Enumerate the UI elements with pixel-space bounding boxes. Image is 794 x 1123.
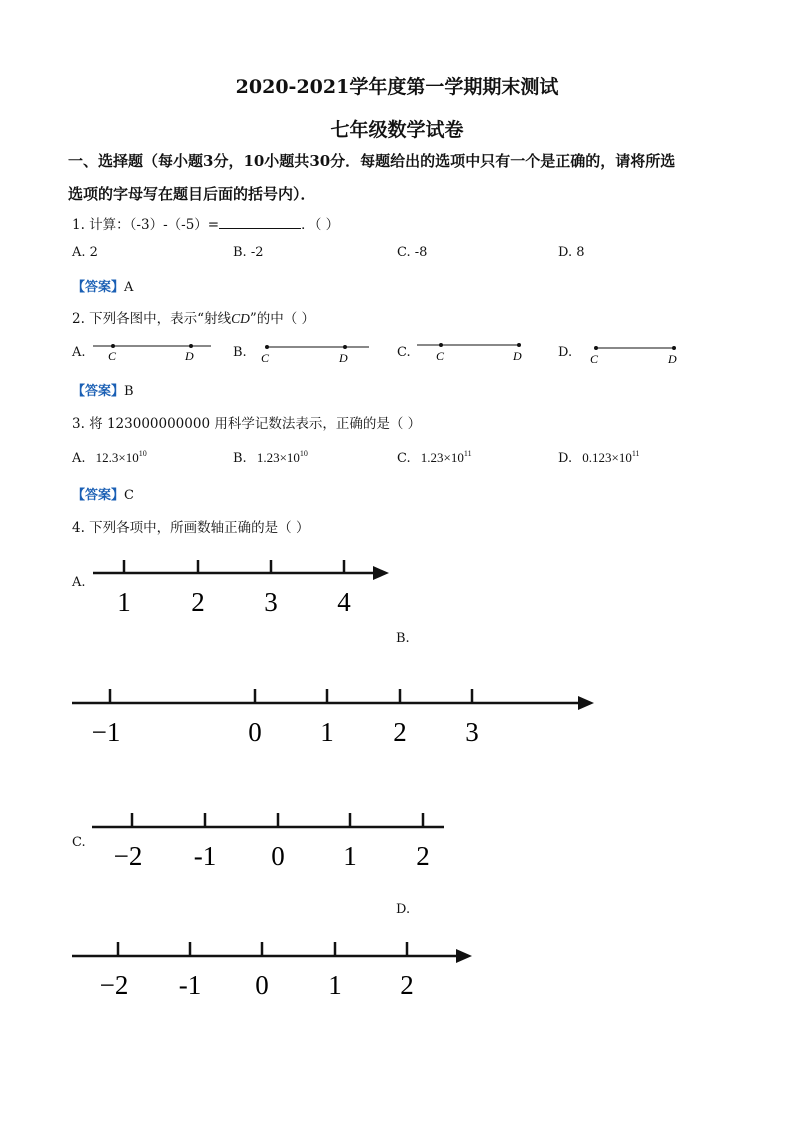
q1-option-d: D. 8 (558, 245, 585, 260)
axis-b-label-neg1: −1 (91, 717, 121, 747)
axis-d-label-neg2: −2 (99, 970, 129, 1000)
axis-b-label-3: 3 (465, 717, 479, 747)
exam-title: 2020-2021学年度第一学期期末测试 (235, 76, 559, 98)
axis-c-label-2: 2 (416, 841, 430, 871)
q2-b-point-c: C (261, 351, 270, 365)
axis-b-label-0: 0 (248, 717, 262, 747)
axis-b-label-1: 1 (320, 717, 334, 747)
question-2-var: CD (231, 311, 250, 326)
q4-number-lines (0, 540, 794, 1020)
axis-c-label-neg1: -1 (193, 841, 217, 871)
q2-figure-a (93, 344, 211, 363)
question-2-stem-end: ”的中（ ） (249, 311, 316, 327)
q1-option-b: B. -2 (233, 245, 264, 260)
axis-a (93, 560, 389, 617)
q2-letter-a: A. (72, 345, 86, 360)
q4-letter-a: A. (72, 575, 86, 590)
axis-d-label-0: 0 (255, 970, 269, 1000)
q2-letter-c: C. (397, 345, 411, 360)
q2-a-point-d: D (185, 349, 194, 363)
q3-letter-b: B. (233, 451, 247, 466)
question-1-stem: 1. 计算：（-3）-（-5）= (72, 217, 220, 233)
answer-3-label: 【答案】 (72, 488, 125, 503)
q4-letter-b: B. (396, 631, 410, 646)
axis-a-label-2: 2 (191, 587, 205, 617)
axis-b-label-2: 2 (393, 717, 407, 747)
q1-option-c: C. -8 (397, 245, 428, 260)
q3-exponent-b: 10 (299, 449, 308, 458)
q3-option-d (558, 449, 640, 466)
exam-subtitle: 七年级数学试卷 (330, 119, 464, 141)
q2-figure-b (261, 345, 369, 365)
axis-b (72, 689, 594, 747)
q2-figures (0, 0, 794, 380)
answer-2-label: 【答案】 (72, 384, 125, 399)
answer-2-value: B (124, 384, 134, 399)
answer-3 (72, 484, 134, 503)
q3-value-d (582, 450, 639, 465)
answer-2 (72, 380, 134, 399)
q3-exponent-a: 10 (138, 449, 147, 458)
q3-letter-d: D. (558, 451, 573, 466)
question-1-stem-end: ．（ ） (301, 217, 340, 233)
axis-d (72, 942, 472, 1000)
section-heading-line2: 选项的字母写在题目后面的括号内）． (68, 185, 316, 203)
axis-c (92, 813, 444, 871)
axis-a-label-1: 1 (117, 587, 131, 617)
q3-option-b (233, 449, 308, 466)
q1-option-a: A. 2 (72, 245, 98, 260)
q2-d-point-c: C (590, 352, 599, 366)
q3-mantissa-a: 12.3×10 (95, 450, 139, 465)
q4-letter-d: D. (396, 902, 411, 917)
axis-d-label-neg1: -1 (178, 970, 202, 1000)
q3-mantissa-b: 1.23×10 (256, 450, 300, 465)
q3-option-a (72, 449, 147, 466)
q3-value-c (421, 450, 472, 465)
answer-1-label: 【答案】 (72, 280, 125, 295)
q2-figure-c (417, 343, 522, 363)
q3-value-b (257, 450, 308, 465)
q4-letter-c: C. (72, 835, 86, 850)
q3-mantissa-c: 1.23×10 (420, 450, 464, 465)
q3-exponent-c: 11 (463, 449, 472, 458)
question-4: 4. 下列各项中，所画数轴正确的是（ ） (72, 520, 310, 536)
axis-d-label-2: 2 (400, 970, 414, 1000)
q2-c-point-c: C (436, 349, 445, 363)
q3-option-c (397, 449, 472, 466)
axis-d-label-1: 1 (328, 970, 342, 1000)
q2-letter-d: D. (558, 345, 573, 360)
q2-figure-d (590, 346, 677, 366)
question-2-stem: 2. 下列各图中，表示“射线 (72, 311, 232, 327)
q3-value-a (96, 450, 147, 465)
q2-a-point-c: C (108, 349, 117, 363)
answer-3-value: C (124, 488, 134, 503)
axis-a-label-4: 4 (337, 587, 351, 617)
section-heading-line1: 一、选择题（每小题3分，10小题共30分．每题给出的选项中只有一个是正确的，请将所选 (68, 152, 676, 170)
axis-c-label-neg2: −2 (113, 841, 143, 871)
q2-b-point-d: D (339, 351, 348, 365)
answer-1-value: A (124, 280, 134, 295)
axis-c-label-1: 1 (343, 841, 357, 871)
q3-letter-c: C. (397, 451, 411, 466)
axis-a-label-3: 3 (264, 587, 278, 617)
q2-c-point-d: D (513, 349, 522, 363)
axis-c-label-0: 0 (271, 841, 285, 871)
q3-exponent-d: 11 (631, 449, 640, 458)
question-3: 3. 将 123000000000 用科学记数法表示，正确的是（ ） (72, 416, 422, 432)
q2-d-point-d: D (668, 352, 677, 366)
q3-letter-a: A. (72, 451, 86, 466)
q3-mantissa-d: 0.123×10 (582, 450, 632, 465)
q2-letter-b: B. (233, 345, 247, 360)
